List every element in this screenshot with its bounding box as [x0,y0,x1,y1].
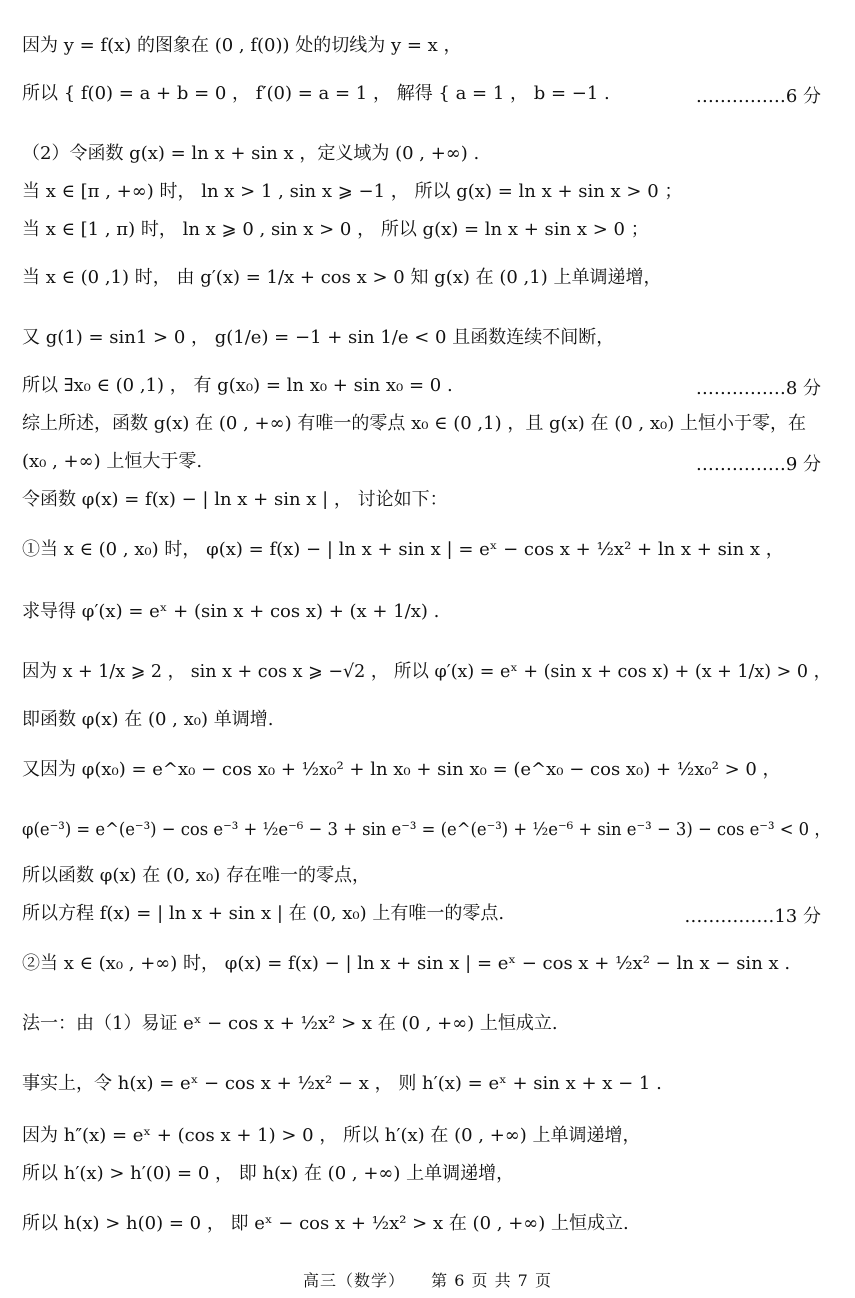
solution-line [22,1012,831,1036]
solution-line [22,1124,831,1148]
solution-line-text: 所以 h(x) > h(0) = 0 ， 即 eˣ − cos x + ½x² > x 在 (0 , +∞) 上恒成立. [22,1213,629,1234]
solution-line [22,488,831,512]
solution-line-text: 即函数 φ(x) 在 (0 , x₀) 单调增. [22,709,274,730]
solution-line [22,600,831,624]
score-marker: ……………6 分 [695,86,821,107]
score-marker: ……………13 分 [684,906,821,927]
solution-line [22,266,831,290]
solution-line-text: 因为 h″(x) = eˣ + (cos x + 1) > 0 ， 所以 h′(x) 在 (0 , +∞) 上单调递增， [22,1125,641,1146]
solution-line-text: 综上所述，函数 g(x) 在 (0 , +∞) 有唯一的零点 x₀ ∈ (0 ,1) ，且 g(x) 在 (0 , x₀) 上恒小于零，在 [22,413,806,434]
solution-line-text: 又因为 φ(x₀) = e^x₀ − cos x₀ + ½x₀² + ln x₀ + sin x₀ = (e^x₀ − cos x₀) + ½x₀² > 0 ， [22,759,781,780]
solution-line [22,1162,831,1186]
solution-line-text: 所以方程 f(x) = | ln x + sin x | 在 (0, x₀) 上有唯一的零点. [22,903,505,924]
solution-line-text: ①当 x ∈ (0 , x₀) 时， φ(x) = f(x) − | ln x + sin x | = eˣ − cos x + ½x² + ln x + sin x ， [22,539,784,560]
solution-line [22,142,831,166]
solution-line [22,412,831,436]
solution-line [22,818,831,842]
solution-line-text: 所以 { f(0) = a + b = 0 ， f′(0) = a = 1 ， 解得 { a = 1 ， b = −1 . [22,83,610,104]
solution-line [22,708,831,732]
solution-line [22,34,831,58]
solution-line [22,952,831,976]
solution-line-text: 因为 y = f(x) 的图象在 (0 , f(0)) 处的切线为 y = x ， [22,35,462,56]
solution-line-text: φ(e⁻³) = e^(e⁻³) − cos e⁻³ + ½e⁻⁶ − 3 + sin e⁻³ = (e^(e⁻³) + ½e⁻⁶ + sin e⁻³ − 3) − cos e⁻³ < 0 ， [22,819,831,840]
solution-line-text: 所以 ∃x₀ ∈ (0 ,1) ， 有 g(x₀) = ln x₀ + sin x₀ = 0 . [22,375,453,396]
solution-line [22,758,831,782]
solution-line-text: 求导得 φ′(x) = eˣ + (sin x + cos x) + (x + 1/x) . [22,601,440,622]
solution-line-text: ②当 x ∈ (x₀ , +∞) 时， φ(x) = f(x) − | ln x + sin x | = eˣ − cos x + ½x² − ln x − sin x . [22,953,791,974]
footer-page-number: 第 6 页 共 7 页 [431,1271,552,1290]
solution-line-text: 所以 h′(x) > h′(0) = 0 ， 即 h(x) 在 (0 , +∞) 上单调递增， [22,1163,515,1184]
solution-line [22,326,831,350]
solution-line-text: (x₀ , +∞) 上恒大于零. [22,451,203,472]
solution-line-text: 令函数 φ(x) = f(x) − | ln x + sin x | ， 讨论如下： [22,489,448,510]
solution-line [22,660,831,684]
solution-line-text: 因为 x + 1/x ⩾ 2 ， sin x + cos x ⩾ −√2 ， 所以 φ′(x) = eˣ + (sin x + cos x) + (x + 1/x) > 0 ， [22,661,832,682]
solution-line-text: 事实上，令 h(x) = eˣ − cos x + ½x² − x ， 则 h′(x) = eˣ + sin x + x − 1 . [22,1073,662,1094]
solution-line [22,538,831,562]
footer-course: 高三（数学） [303,1271,406,1290]
solution-line-text: 所以函数 φ(x) 在 (0, x₀) 存在唯一的零点， [22,865,370,886]
solution-line [22,218,831,242]
page-footer [0,1268,855,1291]
solution-line [22,1212,831,1236]
solution-line-text: 当 x ∈ (0 ,1) 时， 由 g′(x) = 1/x + cos x > 0 知 g(x) 在 (0 ,1) 上单调递增， [22,267,662,288]
solution-line-text: 当 x ∈ [π , +∞) 时， ln x > 1 , sin x ⩾ −1 ， 所以 g(x) = ln x + sin x > 0 ； [22,181,683,202]
solution-line-text: 法一：由（1）易证 eˣ − cos x + ½x² > x 在 (0 , +∞) 上恒成立. [22,1013,558,1034]
solution-line-text: 当 x ∈ [1 , π) 时， ln x ⩾ 0 , sin x > 0 ， 所以 g(x) = ln x + sin x > 0 ； [22,219,649,240]
score-marker: ……………9 分 [695,454,821,475]
solution-line [22,864,831,888]
score-marker: ……………8 分 [695,378,821,399]
solution-line [22,180,831,204]
solution-line-text: （2）令函数 g(x) = ln x + sin x ，定义域为 (0 , +∞) . [22,143,480,164]
solution-line-text: 又 g(1) = sin1 > 0 ， g(1/e) = −1 + sin 1/e < 0 且函数连续不间断， [22,327,615,348]
solution-line [22,1072,831,1096]
